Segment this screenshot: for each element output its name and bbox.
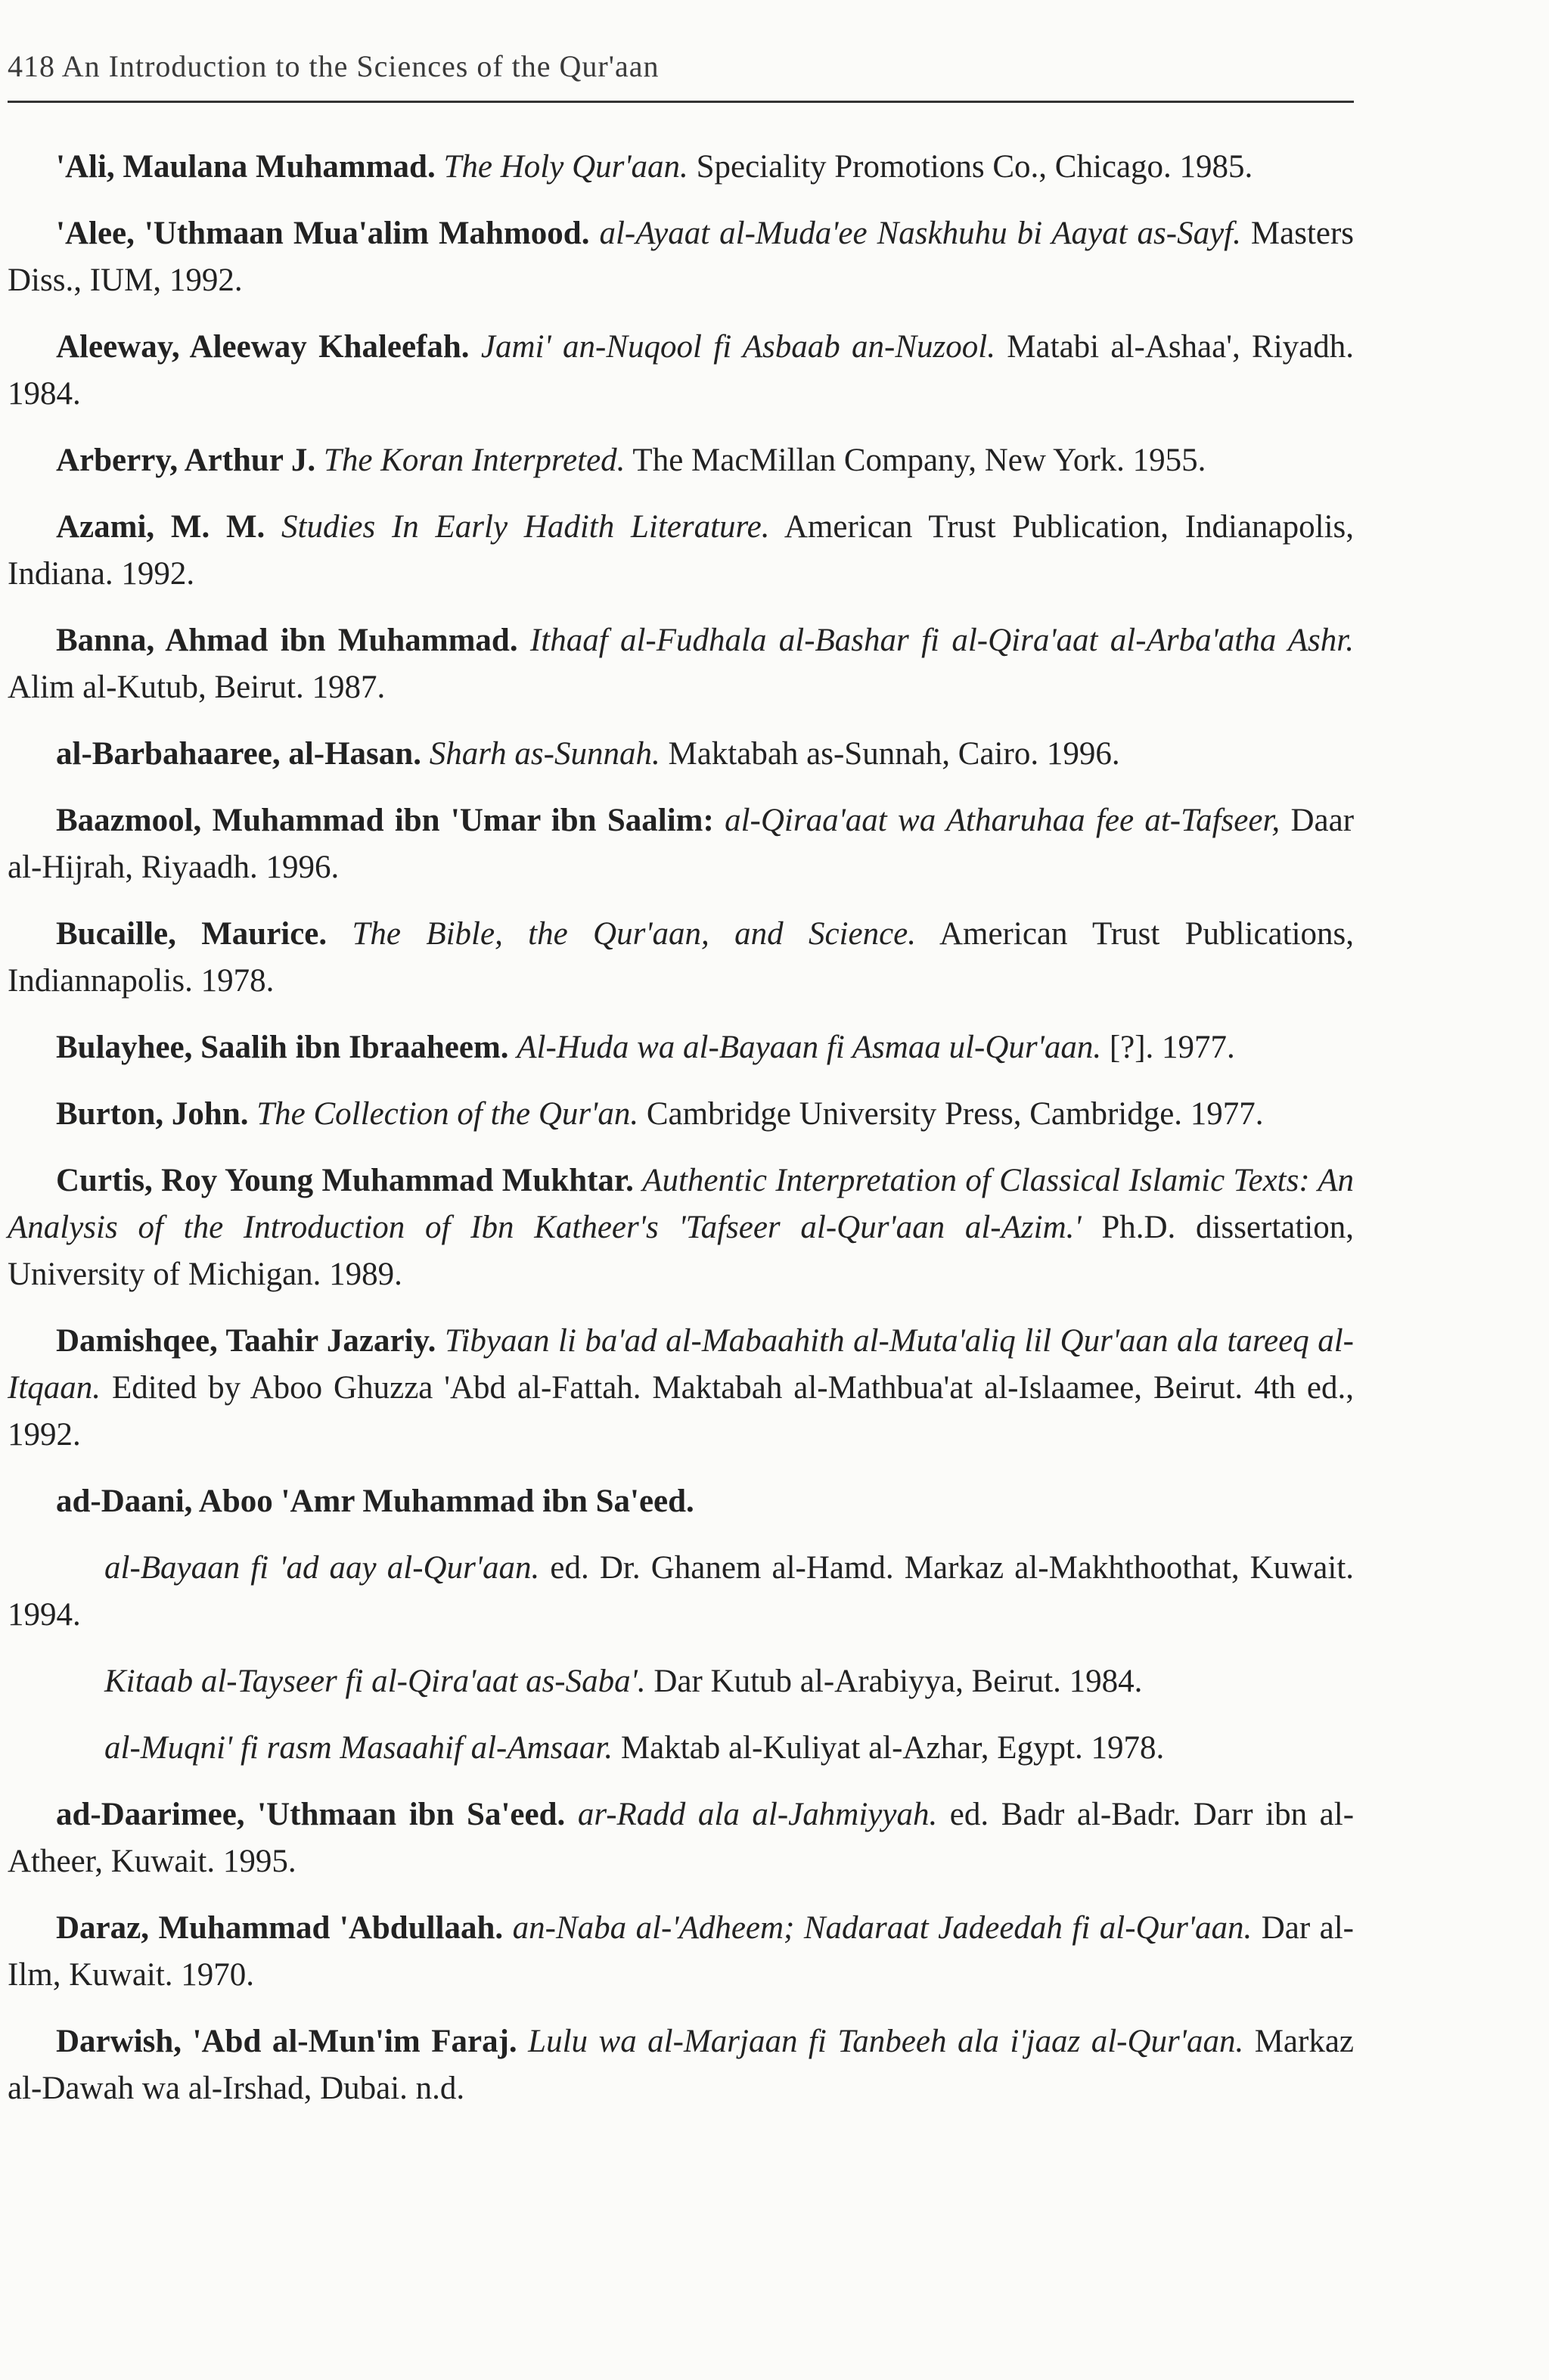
entry-title: al-Ayaat al-Muda'ee Naskhuhu bi Aayat as-Sayf. xyxy=(599,216,1241,251)
entry-publication: Maktab al-Kuliyat al-Azhar, Egypt. 1978. xyxy=(620,1730,1165,1766)
entry-publication: Maktabah as-Sunnah, Cairo. 1996. xyxy=(668,736,1120,772)
entry-title: The Koran Interpreted. xyxy=(323,443,625,478)
entry-title: Lulu wa al-Marjaan fi Tanbeeh ala i'jaaz al-Qur'aan. xyxy=(528,2024,1244,2059)
entry-author: Darwish, 'Abd al-Mun'im Faraj. xyxy=(56,2024,517,2059)
entry-publication: [?]. 1977. xyxy=(1109,1030,1235,1065)
entry-author: Damishqee, Taahir Jazariy. xyxy=(56,1323,436,1359)
entry-publication: American Trust Publications, Indiannapolis. 1978. xyxy=(8,916,1355,999)
bibliography-entry xyxy=(8,797,1354,891)
entry-title: Al-Huda wa al-Bayaan fi Asmaa ul-Qur'aan. xyxy=(517,1030,1102,1065)
entry-publication: Dar al-Ilm, Kuwait. 1970. xyxy=(8,1910,1354,1993)
entry-title: ar-Radd ala al-Jahmiyyah. xyxy=(577,1797,938,1832)
entry-title: The Holy Qur'aan. xyxy=(443,149,688,185)
entry-publication: Alim al-Kutub, Beirut. 1987. xyxy=(8,670,386,705)
bibliography-entry xyxy=(8,1725,1354,1772)
bibliography-entry xyxy=(8,1024,1354,1071)
bibliography-entry xyxy=(8,1791,1354,1885)
entry-author: Baazmool, Muhammad ibn 'Umar ibn Saalim: xyxy=(56,803,714,838)
entry-publication: Daar al-Hijrah, Riyaadh. 1996. xyxy=(8,803,1355,885)
entry-publication: Speciality Promotions Co., Chicago. 1985. xyxy=(696,149,1253,185)
bibliography-entry xyxy=(8,1157,1354,1298)
entry-publication: ed. Dr. Ghanem al-Hamd. Markaz al-Makhthoothat, Kuwait. 1994. xyxy=(8,1550,1355,1633)
bibliography-entry xyxy=(8,1478,1354,1525)
entry-author: ad-Daarimee, 'Uthmaan ibn Sa'eed. xyxy=(56,1797,566,1832)
bibliography-entry xyxy=(8,2018,1354,2112)
bibliography-list xyxy=(8,144,1354,2132)
entry-author: al-Barbahaaree, al-Hasan. xyxy=(56,736,421,772)
entry-author: Curtis, Roy Young Muhammad Mukhtar. xyxy=(56,1163,634,1198)
running-head: 418 An Introduction to the Sciences of the Qur'aan xyxy=(8,49,660,83)
entry-author: Burton, John. xyxy=(56,1096,249,1132)
bibliography-entry xyxy=(8,1318,1354,1459)
bibliography-entry xyxy=(8,1091,1354,1138)
entry-publication: The MacMillan Company, New York. 1955. xyxy=(632,443,1206,478)
bibliography-entry xyxy=(8,1658,1354,1705)
entry-publication: American Trust Publication, Indianapolis, Indiana. 1992. xyxy=(8,509,1355,592)
entry-author: Bucaille, Maurice. xyxy=(56,916,327,952)
entry-title: al-Bayaan fi 'ad aay al-Qur'aan. xyxy=(104,1550,540,1586)
entry-publication: Ph.D. dissertation, University of Michigan. 1989. xyxy=(8,1210,1355,1292)
entry-publication: Dar Kutub al-Arabiyya, Beirut. 1984. xyxy=(653,1664,1143,1699)
bibliography-entry xyxy=(8,144,1354,191)
bibliography-entry xyxy=(8,504,1354,598)
entry-title: The Collection of the Qur'an. xyxy=(256,1096,639,1132)
entry-author: Arberry, Arthur J. xyxy=(56,443,316,478)
entry-publication: Matabi al-Ashaa', Riyadh. 1984. xyxy=(8,329,1355,412)
bibliography-entry xyxy=(8,617,1354,711)
entry-title: Authentic Interpretation of Classical Islamic Texts: An Analysis of the Introduction of Ibn Katheer's 'Tafseer al-Qur'aan al-Azim.' xyxy=(8,1163,1354,1245)
bibliography-entry xyxy=(8,911,1354,1005)
entry-publication: Markaz al-Dawah wa al-Irshad, Dubai. n.d. xyxy=(8,2024,1355,2106)
entry-author: Aleeway, Aleeway Khaleefah. xyxy=(56,329,470,365)
entry-publication: Masters Diss., IUM, 1992. xyxy=(8,216,1355,298)
bibliography-entry xyxy=(8,437,1354,484)
entry-title: an-Naba al-'Adheem; Nadaraat Jadeedah fi al-Qur'aan. xyxy=(512,1910,1253,1946)
entry-author: Banna, Ahmad ibn Muhammad. xyxy=(56,623,518,658)
entry-title: Jami' an-Nuqool fi Asbaab an-Nuzool. xyxy=(480,329,995,365)
entry-author: 'Ali, Maulana Muhammad. xyxy=(56,149,436,185)
entry-publication: ed. Badr al-Badr. Darr ibn al-Atheer, Kuwait. 1995. xyxy=(8,1797,1355,1879)
entry-title: Sharh as-Sunnah. xyxy=(429,736,660,772)
header-rule xyxy=(8,101,1354,103)
entry-author: ad-Daani, Aboo 'Amr Muhammad ibn Sa'eed. xyxy=(56,1484,694,1519)
entry-author: Bulayhee, Saalih ibn Ibraaheem. xyxy=(56,1030,509,1065)
entry-title: Ithaaf al-Fudhala al-Bashar fi al-Qira'aat al-Arba'atha Ashr. xyxy=(529,623,1354,658)
bibliography-entry xyxy=(8,1905,1354,1999)
entry-title: al-Qiraa'aat wa Atharuhaa fee at-Tafseer, xyxy=(725,803,1280,838)
bibliography-entry xyxy=(8,1545,1354,1639)
entry-publication: Edited by Aboo Ghuzza 'Abd al-Fattah. Maktabah al-Mathbua'at al-Islaamee, Beirut. 4th ed., 1992. xyxy=(8,1370,1354,1453)
entry-title: The Bible, the Qur'aan, and Science. xyxy=(352,916,916,952)
entry-author: 'Alee, 'Uthmaan Mua'alim Mahmood. xyxy=(56,216,590,251)
entry-title: Tibyaan li ba'ad al-Mabaahith al-Muta'aliq lil Qur'aan ala tareeq al-Itqaan. xyxy=(8,1323,1354,1406)
entry-title: Kitaab al-Tayseer fi al-Qira'aat as-Saba'. xyxy=(104,1664,646,1699)
entry-author: Azami, M. M. xyxy=(56,509,265,545)
entry-title: Studies In Early Hadith Literature. xyxy=(281,509,770,545)
bibliography-entry xyxy=(8,210,1354,304)
bibliography-entry xyxy=(8,324,1354,418)
bibliography-entry xyxy=(8,731,1354,778)
entry-title: al-Muqni' fi rasm Masaahif al-Amsaar. xyxy=(104,1730,613,1766)
entry-publication: Cambridge University Press, Cambridge. 1977. xyxy=(646,1096,1264,1132)
entry-author: Daraz, Muhammad 'Abdullaah. xyxy=(56,1910,504,1946)
